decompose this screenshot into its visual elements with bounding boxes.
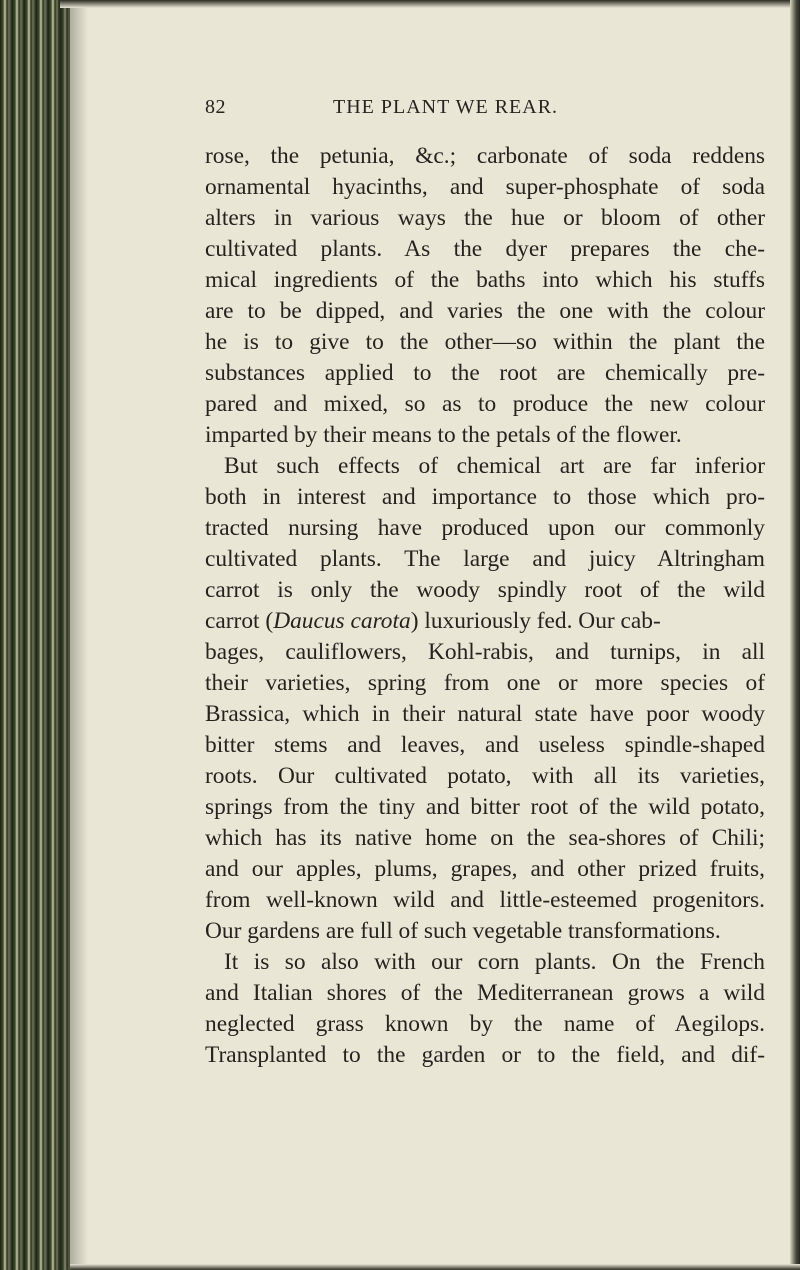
botanical-name: Daucus carota	[273, 608, 411, 634]
text-line: carrot is only the woody spindly root of the wild	[205, 577, 765, 603]
text-line: he is to give to the other—so within the plant the	[205, 329, 765, 355]
text-line: bitter stems and leaves, and useless spindle-shaped	[205, 732, 765, 758]
text-line: alters in various ways the hue or bloom of other	[205, 205, 765, 231]
text-line: are to be dipped, and varies the one with the colour	[205, 298, 765, 324]
text-line: mical ingredients of the baths into which his stuffs	[205, 267, 765, 293]
text-line: which has its native home on the sea-shores of Chili;	[205, 825, 765, 851]
text-line: But such effects of chemical art are far inferior	[224, 453, 765, 479]
running-head: THE PLANT WE REAR.	[333, 96, 559, 118]
text-line: It is so also with our corn plants. On the French	[224, 949, 765, 975]
text-line: cultivated plants. As the dyer prepares the che-	[205, 236, 765, 262]
text-line: their varieties, spring from one or more species of	[205, 670, 765, 696]
gutter-shadow	[58, 0, 88, 1270]
page-number: 82	[205, 96, 226, 118]
text-line: from well-known wild and little-esteemed progenitors.	[205, 887, 765, 913]
body-text	[205, 141, 765, 1071]
text-line: Transplanted to the garden or to the field, and dif-	[205, 1042, 765, 1068]
text-segment: ) luxuriously fed. Our cab-	[410, 608, 661, 634]
text-line: and Italian shores of the Mediterranean grows a wild	[205, 980, 765, 1006]
text-line: Brassica, which in their natural state have poor woody	[205, 701, 765, 727]
page-header	[205, 96, 765, 126]
text-line: both in interest and importance to those which pro-	[205, 484, 765, 510]
text-segment: carrot (	[205, 608, 274, 634]
text-line: bages, cauliflowers, Kohl-rabis, and turnips, in all	[205, 639, 765, 665]
text-line: substances applied to the root are chemically pre-	[205, 360, 765, 386]
text-line: tracted nursing have produced upon our commonly	[205, 515, 765, 541]
text-line: neglected grass known by the name of Aegilops.	[205, 1011, 765, 1037]
text-line: rose, the petunia, &c.; carbonate of soda reddens	[205, 143, 765, 169]
page-right-edge	[790, 0, 800, 1270]
text-line: pared and mixed, so as to produce the new colour	[205, 391, 765, 417]
text-line: ornamental hyacinths, and super-phosphate of soda	[205, 174, 765, 200]
page-top-edge	[60, 0, 800, 8]
text-line: roots. Our cultivated potato, with all its varieties,	[205, 763, 765, 789]
text-line: and our apples, plums, grapes, and other prized fruits,	[205, 856, 765, 882]
text-line: springs from the tiny and bitter root of the wild potato,	[205, 794, 765, 820]
text-line: Our gardens are full of such vegetable transformations.	[205, 918, 721, 944]
text-line: imparted by their means to the petals of the flower.	[205, 422, 682, 448]
text-line: cultivated plants. The large and juicy Altringham	[205, 546, 765, 572]
page-bottom-edge	[70, 1264, 800, 1270]
text-line-with-italic	[205, 606, 765, 637]
